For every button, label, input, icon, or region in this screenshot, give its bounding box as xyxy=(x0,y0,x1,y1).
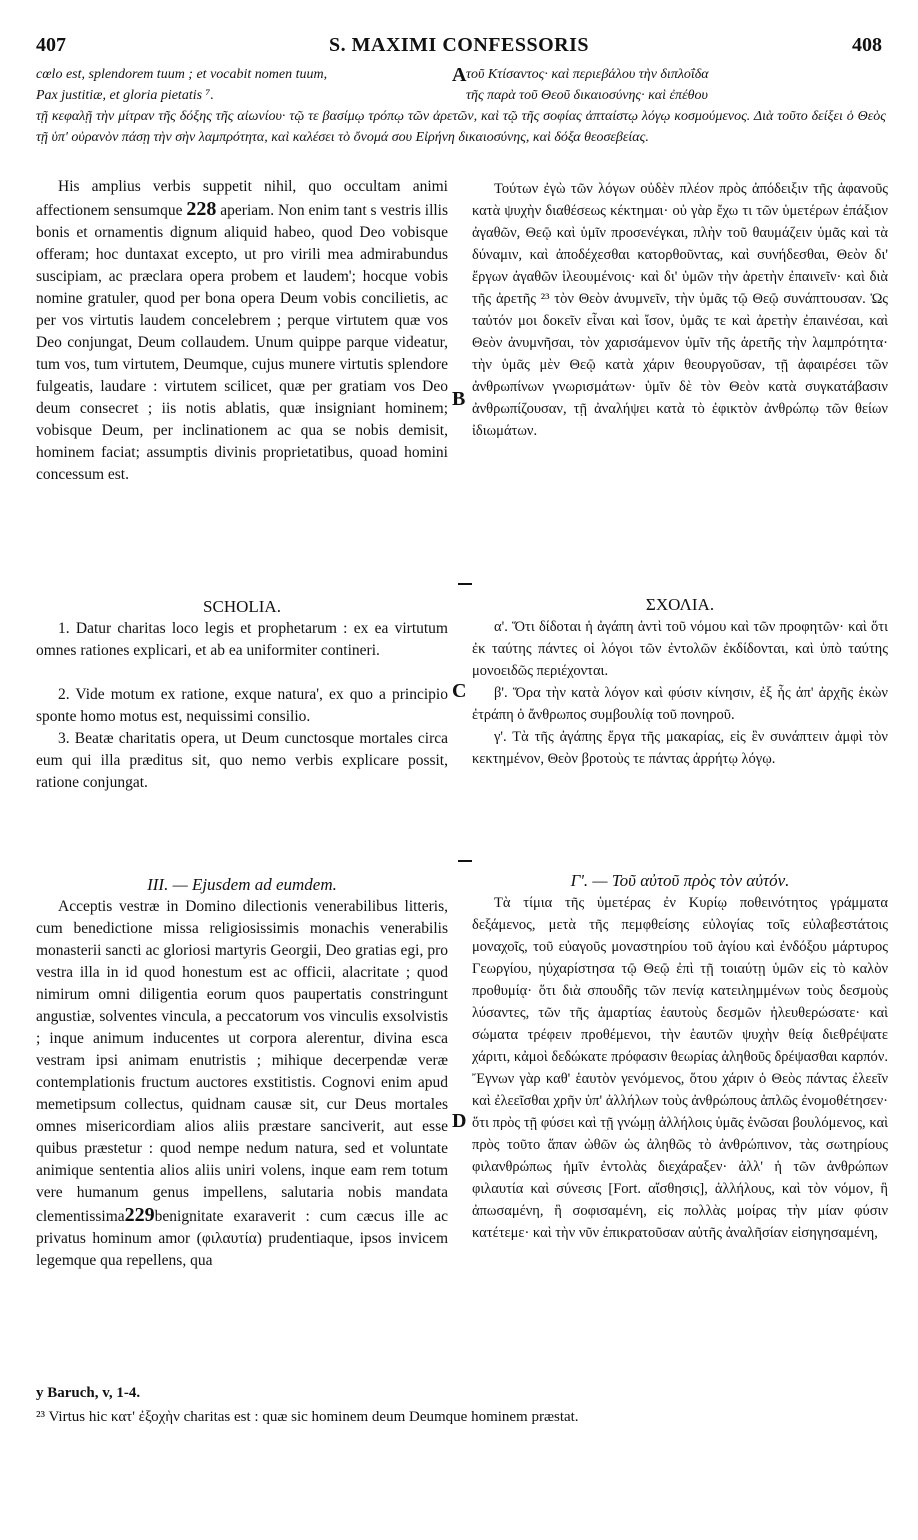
latin-letter xyxy=(36,874,448,1272)
running-title: S. MAXIMI CONFESSORIS xyxy=(329,34,589,56)
latin-text: His amplius verbis suppetit nihil, quo occultam animi affectionem sensumque xyxy=(36,178,448,219)
letter-title: III. — Ejusdem ad eumdem. xyxy=(147,875,337,894)
margin-letter-b: B xyxy=(452,388,466,410)
footnote-ref: y Baruch, v, 1-4. xyxy=(36,1385,141,1401)
greek-column-top xyxy=(472,178,888,442)
latin-text: Acceptis vestræ in Domino dilectionis venerabilibus litteris, cum benedictione missa religiosissimis monachis venerabilis monasterii sancti ac gloriosi martyris Georgii, Deo gratias egi, pro vestra illa in id quod honestum est ac officii, alacritate ; quod nimirum omni diligentia eorum quos paupertatis constringunt angustiæ, solventes vincula, a peccatorum vos vinculis exsolvistis ; inque animum inducentes ut corpora alerentur, divina esca vestram ipsi animam enutristis ; mihique decerpendæ veræ contemplationis fructum auctores exstitistis. Cognovi enim apud memetipsum collectus, quidnam causæ sit, cur Deus mortales omnes misericordiam alios aliis præstare sanciverit, aut esse quibus præstetur : quod nempe nedum natura, sed et voluntate animique sententia alios aliis uniri volens, inque eam rem totum vere humanum genus impellens, salutaria nobis mandata clementissima xyxy=(36,898,448,1225)
column-number: 229 xyxy=(124,1204,155,1226)
latin-text: aperiam. Non enim tant s vestris illis bonis et ornamentis dignum aliquid habeo, quod Deo vobisque offeram; hoc duntaxat excepto, ut pro virili mea admirabundus suscipiam, ac præclara opera probem et laudem'; hocque vobis nomine gratuler, quod per bona opera Deum vobis concilietis, ac per vos virtutis laudem concelebrem ; perque virtutem quæ vos Deo conjungat, Deum collaudem. Unum quippe parque videatur, tum vos, tum virtutem, Deumque, cujus munere virtutis splendore fulgeatis, laudare : virtutem scilicet, quæ per gratiam vos Deo deum consecret ; iis notis ablatis, quæ insigniant hominem; vobisque Deum, per inclinationem ac qua se nobis demisit, hominem faciat; assumptis divinis proprietatibus, quoad homini concessum est. xyxy=(36,202,449,483)
column-number: 228 xyxy=(186,198,217,220)
margin-letter-c: C xyxy=(452,680,467,702)
latin-scholia xyxy=(36,596,448,794)
intro-greek-line1: τοῦ Κτίσαντος· καὶ περιεβάλου τὴν διπλοΐδα xyxy=(466,67,709,82)
page-header xyxy=(36,34,882,64)
scholia-item: 2. Vide motum ex ratione, exque natura', ex quo a principio sponte homo motus est, nequissimi consilio. xyxy=(36,686,448,725)
latin-column-top xyxy=(36,176,448,486)
scholia-item: α'. Ὅτι δίδοται ἡ ἀγάπη ἀντὶ τοῦ νόμου καὶ τῶν προφητῶν· καὶ ὅτι ἐκ ταύτης πάντες οἱ λόγοι τῶν ἐντολῶν ἐκδίδονται, καὶ ὑπὸ ταύτης μονοειδῶς περιέχονται. xyxy=(472,619,888,679)
margin-letter-d: D xyxy=(452,1110,467,1132)
margin-letter-a: A xyxy=(452,64,467,86)
page-number-left: 407 xyxy=(36,34,66,56)
divider xyxy=(458,860,472,862)
intro-latin-line2: Pax justitiæ, et gloria pietatis ⁷. xyxy=(36,88,214,103)
letter-body xyxy=(36,896,448,1272)
latin-text: benignitate exaraverit : cum cæcus ille ac privatus hominum amor (φιλαυτία) prudentiaque, ipsos invicem legemque qua repellens, qua xyxy=(36,1208,448,1269)
scholia-item: 3. Beatæ charitatis opera, ut Deum cunctosque mortales circa eum qui illa præditus sit, quo nemo verbis explicare possit, ratione conjungat. xyxy=(36,730,448,791)
divider xyxy=(458,583,472,585)
latin-paragraph xyxy=(36,176,448,486)
greek-paragraph: Τούτων ἐγὼ τῶν λόγων οὐδὲν πλέον πρὸς ἀπόδειξιν τῆς ἀφανοῦς κατὰ ψυχὴν διαθέσεως κέκτημαι· οὐ γὰρ ἔχω τι τῶν ὑμετέρων ἐπάξιον ἀγαθῶν, Θεῷ καὶ ὑμῖν προσενέγκαι, πλὴν τοῦ θαυμάζειν ὑμᾶς καὶ τὰ δύναμιν, καὶ ἀποδέχεσθαι κατορθοῦντας, καὶ συνήδεσθαι, Θεὸν δι' ἔργων ἀγαθῶν ἱλεουμένοις· καὶ δι' ὑμῶν τὴν ἀρετὴν ἐπαινεῖν· καὶ διὰ τῆς ἀρετῆς ²³ τὸν Θεὸν ἀνυμνεῖν, τὴν ὑμᾶς τῷ Θεῷ συνάπτουσαν. Ὡς ταὐτόν μοι δοκεῖν εἶναι καὶ ἴσον, ὑμᾶς τε καὶ ἀρετὴν ἐπαινέσαι, καὶ Θεὸν ἀνυμνῆσαι, τὸν χαρισάμενον ὑμῖν τῆς ἀρετῆς τὴν λαμπρότητα· τὴν ὑμᾶς μὲν Θεῷ κατὰ χάριν θεουργοῦσαν, τῇ ἀφαιρέσει τῶν ἀνθρωπίνων γνωρισμάτων· ὑμῖν δὲ τὸν Θεὸν κατὰ συγκατάβασιν ἀνθρωπίζουσαν, τῇ ἀναλήψει κατὰ τὸ ἐφικτὸν ἀνθρώπῳ τῶν θείων ἰδιωμάτων. xyxy=(472,181,888,439)
scholia-title: SCHOLIA. xyxy=(203,597,281,616)
greek-scholia xyxy=(472,594,888,770)
intro-latin-line1: cœlo est, splendorem tuum ; et vocabit nomen tuum, xyxy=(36,67,328,82)
scholia-item: 1. Datur charitas loco legis et prophetarum : ex ea virtutum omnes rationes explicari, et ab ea uniformiter contineri. xyxy=(36,620,448,659)
letter-title: Γ'. — Τοῦ αὐτοῦ πρὸς τὸν αὐτόν. xyxy=(570,871,790,890)
intro-greek-line2: τῆς παρὰ τοῦ Θεοῦ δικαιοσύνης· καὶ ἐπέθου xyxy=(466,88,708,103)
scholia-title: ΣΧΟΛΙΑ. xyxy=(645,595,715,614)
intro-greek xyxy=(466,64,886,106)
intro-greek-full: τῇ κεφαλῇ τὴν μίτραν τῆς δόξης τῆς αἰωνίου· τῷ τε βασίμῳ τρόπῳ τῶν ἀρετῶν, καὶ τῷ τῆς σοφίας ἀπταίστῳ λόγῳ κοσμούμενος. Διὰ τοῦτο δείξει ὁ Θεὸς τῇ ὑπ' οὐρανὸν πάσῃ τὴν σὴν λαμπρότητα, καὶ καλέσει τὸ ὄνομά σου Εἰρήνη δικαιοσύνης, καὶ δόξα θεοσεβείας. xyxy=(36,109,886,145)
footnote: ²³ Virtus hic κατ' ἐξοχὴν charitas est : quæ sic hominem deum Deumque hominem præstat. xyxy=(36,1409,579,1425)
letter-body: Τὰ τίμια τῆς ὑμετέρας ἐν Κυρίῳ ποθεινότητος γράμματα δεξάμενος, μετὰ τῆς πεμφθείσης εὐλογίας τοῖς εὐλαβεστάτοις μοναχοῖς, τοῦ εὐαγοῦς μοναστηρίου τοῦ ἁγίου καὶ ἐνδόξου μάρτυρος Γεωργίου, ηὐχαρίστησα τῷ Θεῷ ἐπὶ τῇ τοιαύτῃ ὑμῶν εἰς τὸ καλὸν προθυμίᾳ· ὅτι διὰ σπουδῆς τῶν πενίᾳ κατειλημμένων τοὺς δεσμοὺς λύσαντες, τῶν τῆς ἁμαρτίας ἑαυτοὺς δεσμῶν ἠλευθερώσατε· καὶ σώματα τρέφειν προθέμενοι, τὴν ἑαυτῶν ψυχὴν θείᾳ διεθρέψατε χάριτι, κἀμοὶ δεδώκατε πρόφασιν θεωρίας ἀληθοῦς δρέψασθαι καρπόν. Ἔγνων γὰρ καθ' ἑαυτὸν γενόμενος, ὅτου χάριν ὁ Θεὸς πάντας ἐλεεῖν καὶ ἐλεεῖσθαι χρῆν ὑπ' ἀλλήλων τοὺς ἀνθρώπους ἁπλῶς ἐνομοθέτησεν· ὅτι πρὸς τῇ φύσει καὶ τῇ γνώμῃ ἀλλήλοις ὑμᾶς ἑνῶσαι βουλόμενος, καὶ πρὸς τοῦτο ἅπαν ὠθῶν ὡς ἀληθῶς τὸ ἀνθρώπινον, τὰς σωτηρίους φιλανθρώπως ἡμῖν ἐντολὰς διεχάραξεν· ἀλλ' ἡ τῶν ἀνθρώπων φιλαυτία καὶ σύνεσις [Fort. αἴσθησις], ἀλλήλους, καὶ τὸν νόμον, ἣ ἀπωσαμένη, ἣ σοφισαμένη, εἰς πολλὰς μοίρας τὴν μίαν φύσιν κατέτεμε· καὶ τὴν νῦν ἐπικρατοῦσαν αὐτῆς ἀναλῆσίαν εἰσηγησαμένη, xyxy=(472,895,888,1241)
scholia-item: β'. Ὅρα τὴν κατὰ λόγον καὶ φύσιν κίνησιν, ἐξ ἧς ἀπ' ἀρχῆς ἑκὼν ἐτράπη ὁ ἄνθρωπος συμβουλίᾳ τοῦ πονηροῦ. xyxy=(472,685,888,723)
greek-letter xyxy=(472,870,888,1244)
scholia-item: γ'. Τὰ τῆς ἀγάπης ἔργα τῆς μακαρίας, εἰς ἓν συνάπτειν ἀμφὶ τὸν κεκτημένον, Θεὸν βροτοὺς τε πάντας ἀρρήτῳ λόγῳ. xyxy=(472,729,888,767)
page-number-right: 408 xyxy=(852,34,882,56)
intro-latin xyxy=(36,64,456,106)
